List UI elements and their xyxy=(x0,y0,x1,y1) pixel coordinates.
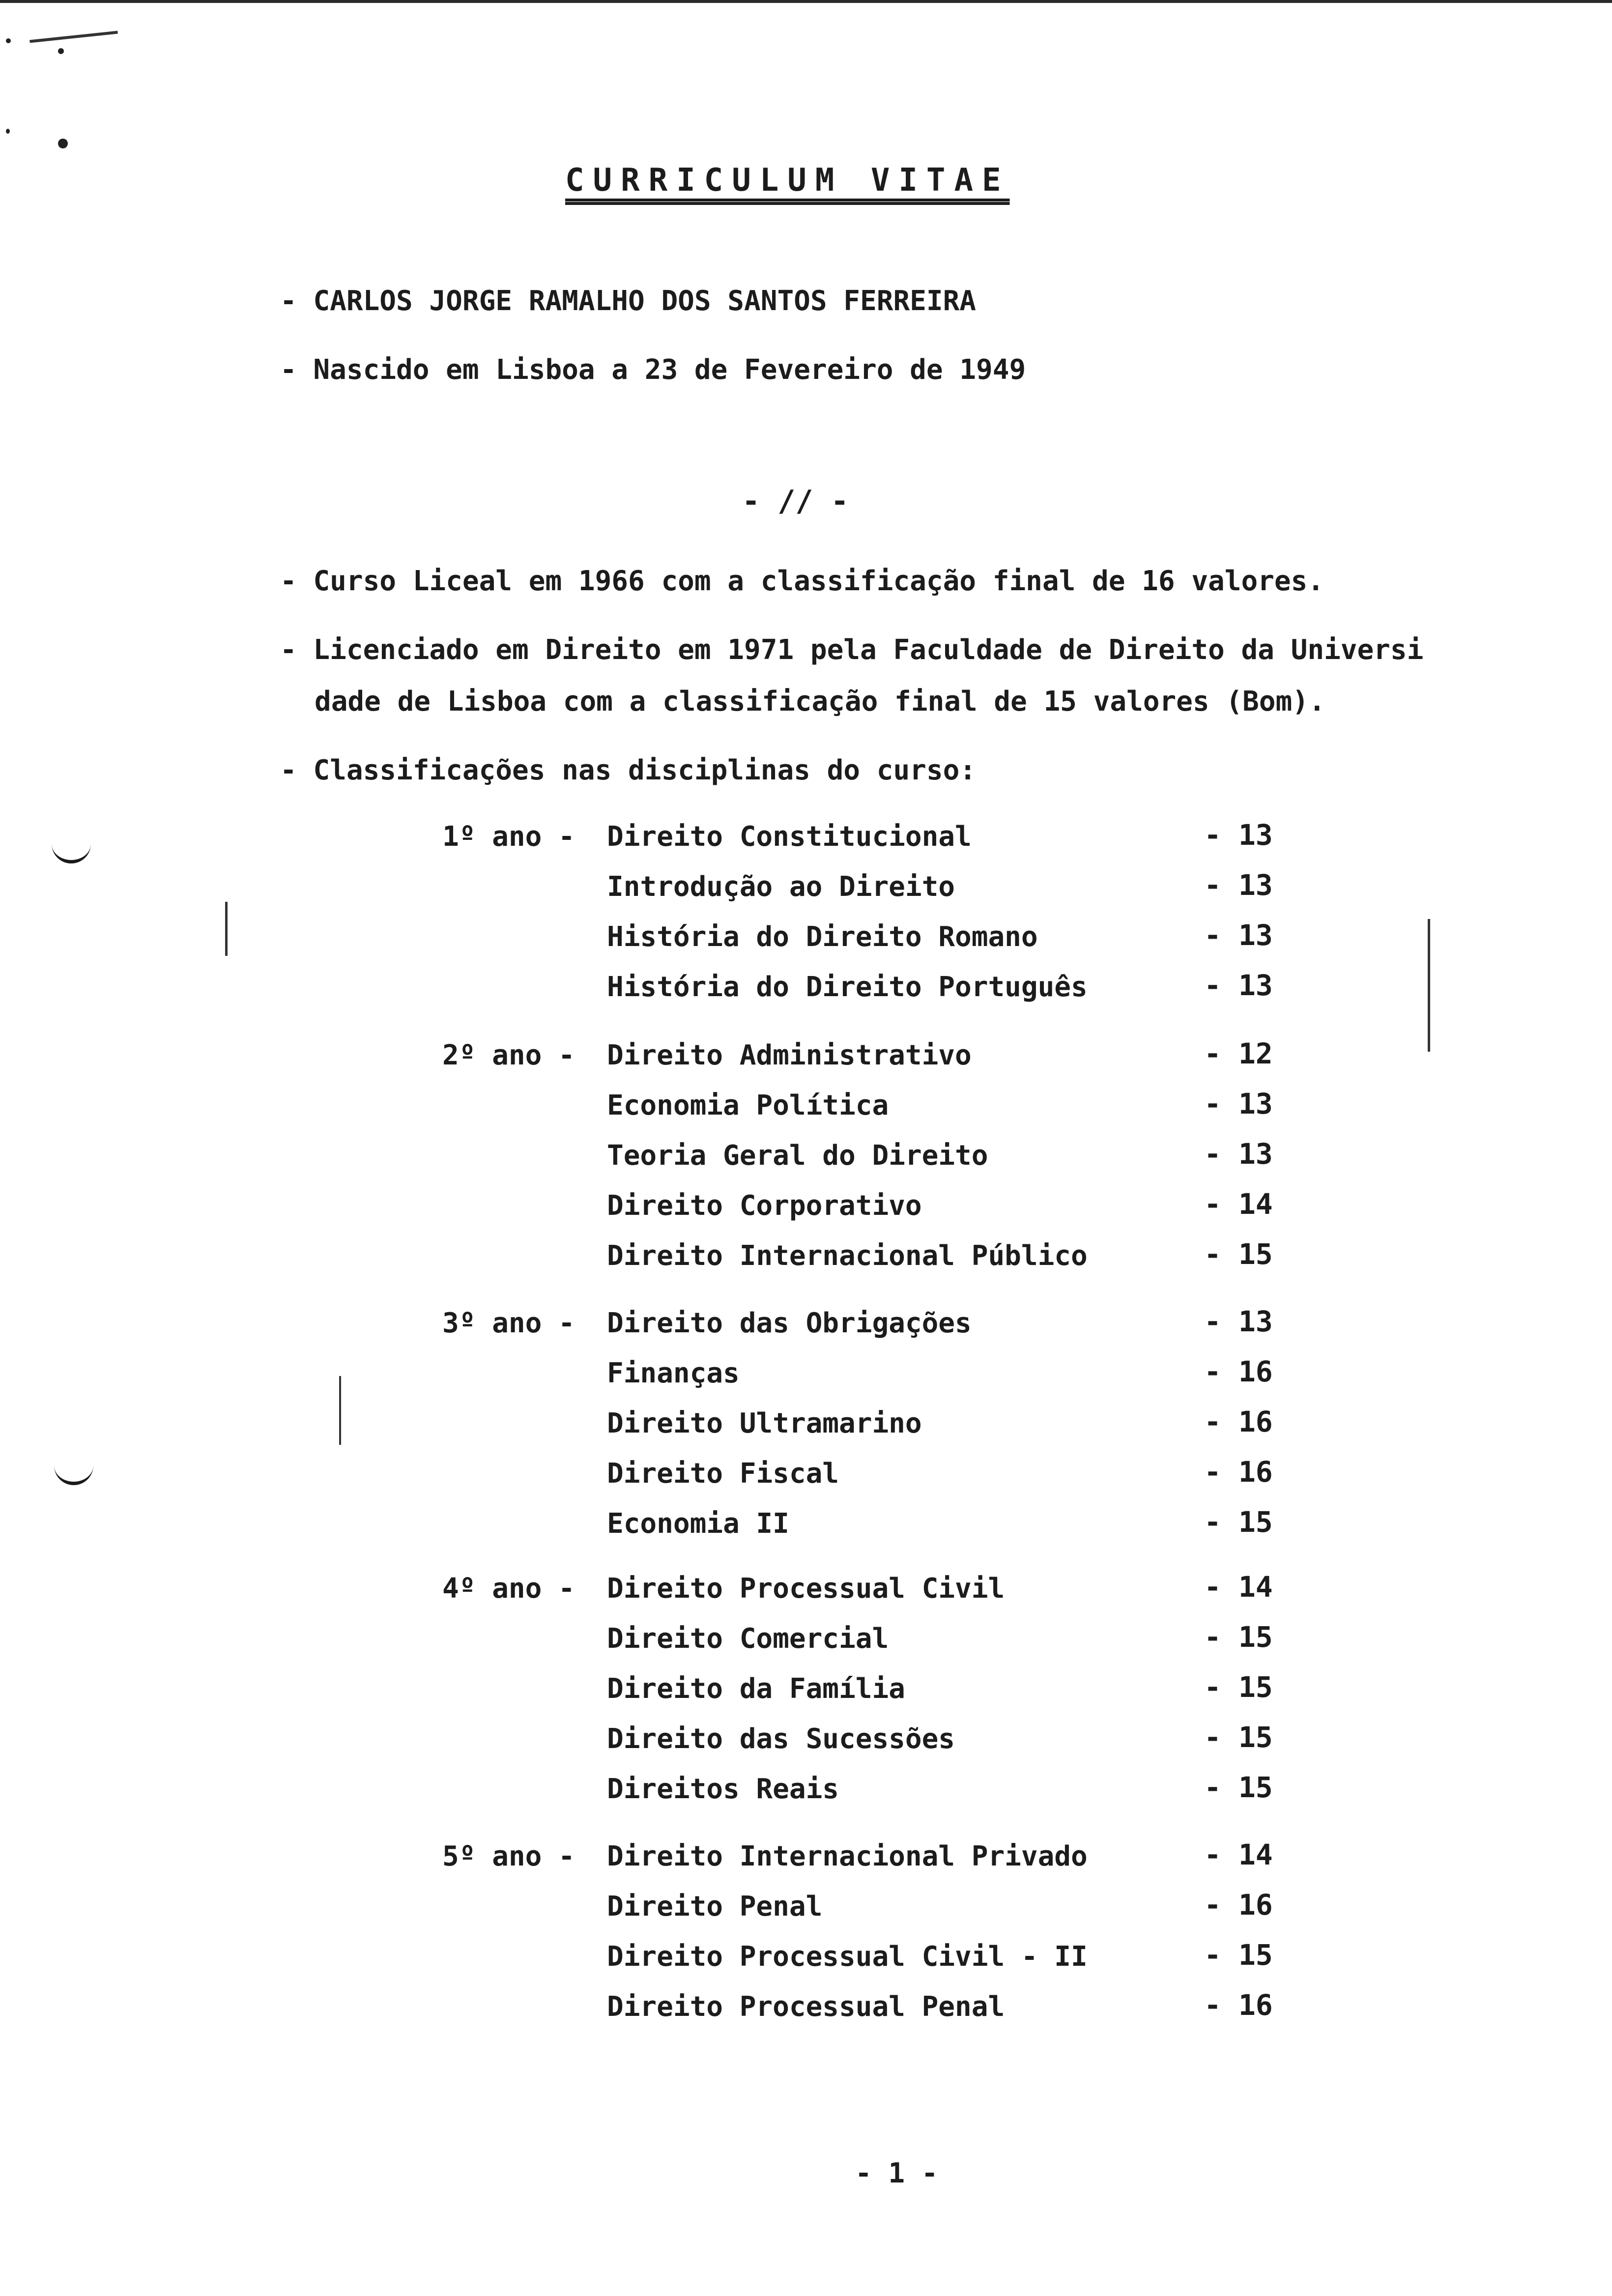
subject-name: Direito Comercial xyxy=(607,1623,889,1655)
section-separator: - // - xyxy=(742,484,849,518)
year-label: 2º ano - xyxy=(442,1039,575,1071)
subject-grade: - 15 xyxy=(1204,1938,1273,1972)
subject-name: Direito Ultramarino xyxy=(607,1407,922,1439)
subject-grade: - 13 xyxy=(1204,818,1273,852)
subject-name: Finanças xyxy=(607,1357,740,1389)
subject-grade: - 15 xyxy=(1204,1771,1273,1804)
document-title: CURRICULUM VITAE xyxy=(565,162,1010,199)
year-label: 5º ano - xyxy=(442,1840,575,1872)
scan-speck xyxy=(58,48,64,54)
liceal-course: - Curso Liceal em 1966 com a classificação final de 16 valores. xyxy=(280,565,1324,597)
subject-name: Direito Constitucional xyxy=(607,821,972,853)
subject-grade: - 16 xyxy=(1204,1988,1273,2022)
grades-heading: - Classificações nas disciplinas do curso: xyxy=(280,754,977,786)
subject-grade: - 13 xyxy=(1204,1137,1273,1171)
subject-grade: - 15 xyxy=(1204,1237,1273,1271)
subject-name: Direito Internacional Privado xyxy=(607,1840,1088,1872)
subject-name: História do Direito Romano xyxy=(607,921,1038,953)
scan-speck xyxy=(6,38,11,43)
subject-name: Direito Penal xyxy=(607,1891,823,1923)
subject-grade: - 13 xyxy=(1204,1087,1273,1120)
subject-grade: - 15 xyxy=(1204,1721,1273,1754)
page-number: - 1 - xyxy=(855,2157,938,2189)
page-top-edge xyxy=(0,0,1612,3)
scan-scratch xyxy=(29,31,118,43)
subject-grade: - 13 xyxy=(1204,918,1273,952)
scan-scratch xyxy=(339,1376,341,1445)
subject-grade: - 15 xyxy=(1204,1620,1273,1654)
subject-name: Direito Processual Civil xyxy=(607,1573,1005,1605)
subject-name: Direitos Reais xyxy=(607,1773,839,1805)
law-degree-line-2: dade de Lisboa com a classificação final de 15 valores (Bom). xyxy=(315,686,1325,718)
subject-grade: - 14 xyxy=(1204,1187,1273,1221)
punch-hole-mark xyxy=(52,840,91,863)
subject-grade: - 16 xyxy=(1204,1405,1273,1438)
subject-name: Direito Processual Civil - II xyxy=(607,1941,1088,1973)
subject-grade: - 16 xyxy=(1204,1455,1273,1489)
subject-name: Economia II xyxy=(607,1508,789,1540)
subject-name: Direito Administrativo xyxy=(607,1039,972,1071)
punch-hole-mark xyxy=(54,1462,93,1485)
subject-grade: - 14 xyxy=(1204,1838,1273,1871)
scan-speck xyxy=(6,129,10,134)
subject-grade: - 13 xyxy=(1204,1305,1273,1338)
subject-name: Direito Corporativo xyxy=(607,1190,922,1222)
subject-grade: - 13 xyxy=(1204,969,1273,1002)
subject-grade: - 15 xyxy=(1204,1670,1273,1704)
subject-name: Direito Internacional Público xyxy=(607,1240,1088,1272)
year-label: 1º ano - xyxy=(442,821,575,853)
year-label: 4º ano - xyxy=(442,1573,575,1605)
full-name: - CARLOS JORGE RAMALHO DOS SANTOS FERREIRA xyxy=(280,285,977,317)
subject-name: Direito das Obrigações xyxy=(607,1307,972,1339)
subject-grade: - 13 xyxy=(1204,868,1273,902)
scan-scratch xyxy=(1428,919,1430,1052)
subject-grade: - 14 xyxy=(1204,1570,1273,1604)
subject-grade: - 16 xyxy=(1204,1355,1273,1388)
subject-name: Economia Política xyxy=(607,1090,889,1121)
subject-name: Direito da Família xyxy=(607,1673,905,1705)
subject-grade: - 12 xyxy=(1204,1037,1273,1070)
birth-info: - Nascido em Lisboa a 23 de Fevereiro de 1949 xyxy=(280,354,1026,386)
year-label: 3º ano - xyxy=(442,1307,575,1339)
subject-name: Teoria Geral do Direito xyxy=(607,1140,988,1172)
subject-name: Direito Processual Penal xyxy=(607,1991,1005,2023)
subject-name: Introdução ao Direito xyxy=(607,871,955,903)
scan-scratch xyxy=(225,902,228,956)
law-degree-line-1: - Licenciado em Direito em 1971 pela Faculdade de Direito da Universi xyxy=(280,634,1424,666)
scan-speck xyxy=(58,139,68,148)
subject-grade: - 15 xyxy=(1204,1505,1273,1539)
subject-name: Direito das Sucessões xyxy=(607,1723,955,1755)
subject-name: Direito Fiscal xyxy=(607,1458,839,1490)
subject-name: História do Direito Português xyxy=(607,971,1088,1003)
subject-grade: - 16 xyxy=(1204,1888,1273,1922)
